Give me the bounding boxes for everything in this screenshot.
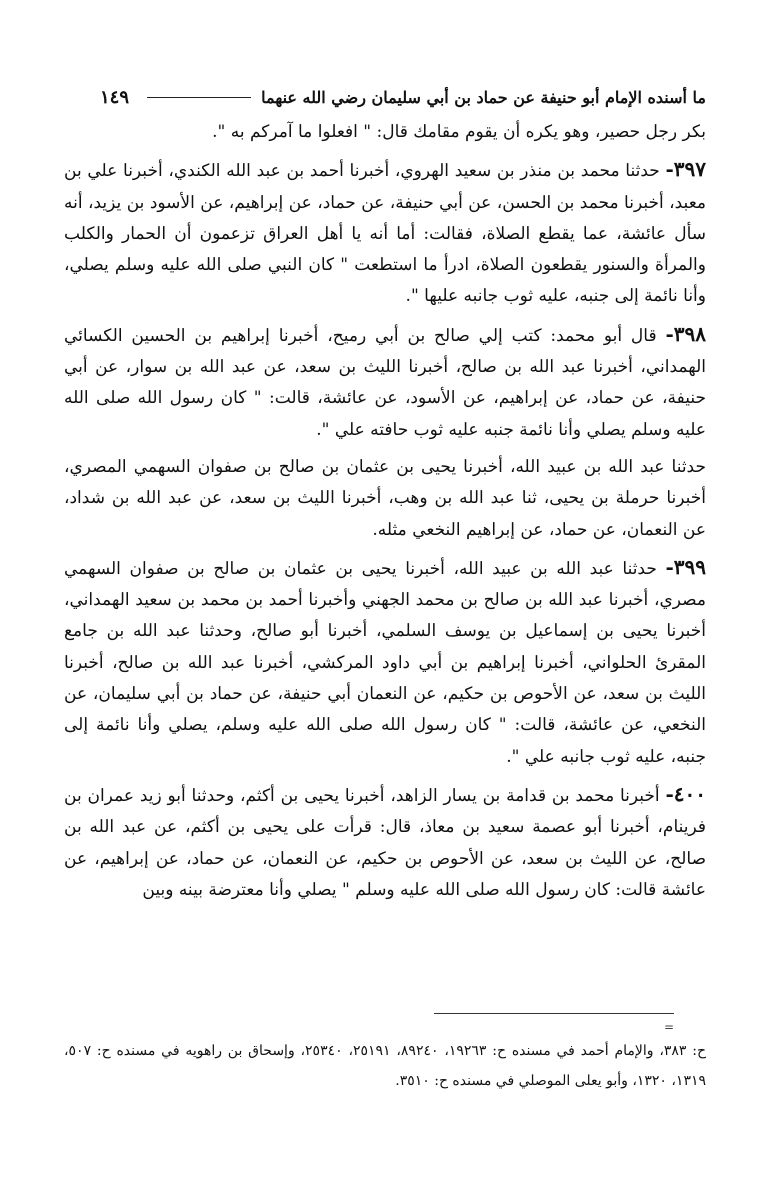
footnote [64, 1036, 706, 1096]
hadith-text: حدثنا محمد بن منذر بن سعيد الهروي، أخبرنا أحمد بن عبد الله الكندي، أخبرنا علي بن معبد، أخبرنا محمد بن الحسن، عن أبي حنيفة، عن حماد، عن إبراهيم، عن الأسود بن يزيد، أنه سأل عائشة، عما يقطع الصلاة، فقالت: أما أنه يا أهل العراق تزعمون أن الحمار والكلب والمرأة والسنور يقطعون الصلاة، ادرأ ما استطعت " كان النبي صلى الله عليه وسلم يصلي، وأنا نائمة إلى جنبه، عليه ثوب جانبه عليها ". [64, 161, 706, 307]
hadith-398-chain [64, 452, 706, 546]
hadith-text: قال أبو محمد: كتب إلي صالح بن أبي رميح، أخبرنا إبراهيم بن الحسين الكسائي الهمداني، أخبرنا عبد الله بن صالح، أخبرنا الليث بن سعد، عن عبد الله بن سوار، عن أبي حنيفة، عن حماد، عن إبراهيم، عن الأسود، عن عائشة، قالت: " كان رسول الله صلى الله عليه وسلم يصلي وأنا نائمة جنبه عليه ثوب حافته علي ". [64, 325, 706, 440]
hadith-text: حدثنا عبد الله بن عبيد الله، أخبرنا يحيى بن عثمان بن صالح بن صفوان السهمي مصري، أخبرنا عبد الله بن صالح بن محمد الجهني وأخبرنا أحمد بن محمد بن سعيد الهمداني، أخبرنا يحيى بن إسماعيل بن يوسف السلمي، أخبرنا أبو صالح، وحدثنا عبد الله بن جامع المقرئ الحلواني، أخبرنا إبراهيم بن أبي داود المركشي، أخبرنا عبد الله بن صالح، أخبرنا الليث بن سعد، عن الأحوص بن حكيم، عن النعمان أبي حنيفة، عن حماد بن أبي سليمان، عن النخعي، عن عائشة، قالت: " كان رسول الله صلى الله عليه وسلم، يصلي وأنا نائمة إلى جنبه، عليه ثوب جانبه علي ". [64, 558, 706, 767]
hadith-number: ٣٩٧- [665, 157, 706, 182]
hadith-397 [64, 154, 706, 312]
footnote-continuation-mark: = [664, 1020, 675, 1034]
footnote-separator [434, 1013, 674, 1014]
hadith-number: ٣٩٨- [665, 321, 706, 346]
hadith-text: حدثنا عبد الله بن عبيد الله، أخبرنا يحيى بن عثمان بن صالح بن صفوان السهمي المصري، أخبرنا حرملة بن يحيى، ثنا عبد الله بن وهب، أخبرنا الليث بن سعد، عن عبد الله بن شداد، عن النعمان، عن حماد، عن إبراهيم النخعي مثله. [64, 456, 706, 540]
hadith-number: ٣٩٩- [665, 554, 706, 579]
footnote-text: ح: ٣٨٣، والإمام أحمد في مسنده ح: ١٩٢٦٣، ٨٩٢٤٠، ٢٥١٩١، ٢٥٣٤٠، وإسحاق بن راهويه في مسنده ح: ٥٠٧، ١٣١٩، ١٣٢٠، وأبو يعلى الموصلي في مسنده ح: ٣٥١٠. [64, 1043, 706, 1089]
hadith-399 [64, 552, 706, 773]
hadith-400 [64, 779, 706, 906]
hadith-text: أخبرنا محمد بن قدامة بن يسار الزاهد، أخبرنا يحيى بن أكثم، وحدثنا أبو زيد عمران بن فرينام، أخبرنا أبو عصمة سعيد بن معاذ، قال: قرأت على يحيى بن أكثم، عن عبد الله بن صالح، عن الليث بن سعد، عن الأحوص بن حكيم، عن النعمان، عن حماد، عن إبراهيم، عن عائشة قالت: كان رسول الله صلى الله عليه وسلم " يصلي وأنا معترضة بينه وبين [64, 785, 706, 900]
paragraph-text: بكر رجل حصير، وهو يكره أن يقوم مقامك قال: " افعلوا ما آمركم به ". [212, 122, 706, 142]
hadith-number: ٤٠٠- [665, 781, 706, 806]
header-rule [147, 97, 251, 98]
running-header [100, 82, 706, 112]
page-number: ١٤٩ [100, 86, 130, 108]
hadith-398 [64, 319, 706, 446]
running-title: ما أسنده الإمام أبو حنيفة عن حماد بن أبي سليمان رضي الله عنهما [261, 87, 706, 107]
main-text [64, 117, 706, 906]
continued-paragraph [64, 117, 706, 148]
